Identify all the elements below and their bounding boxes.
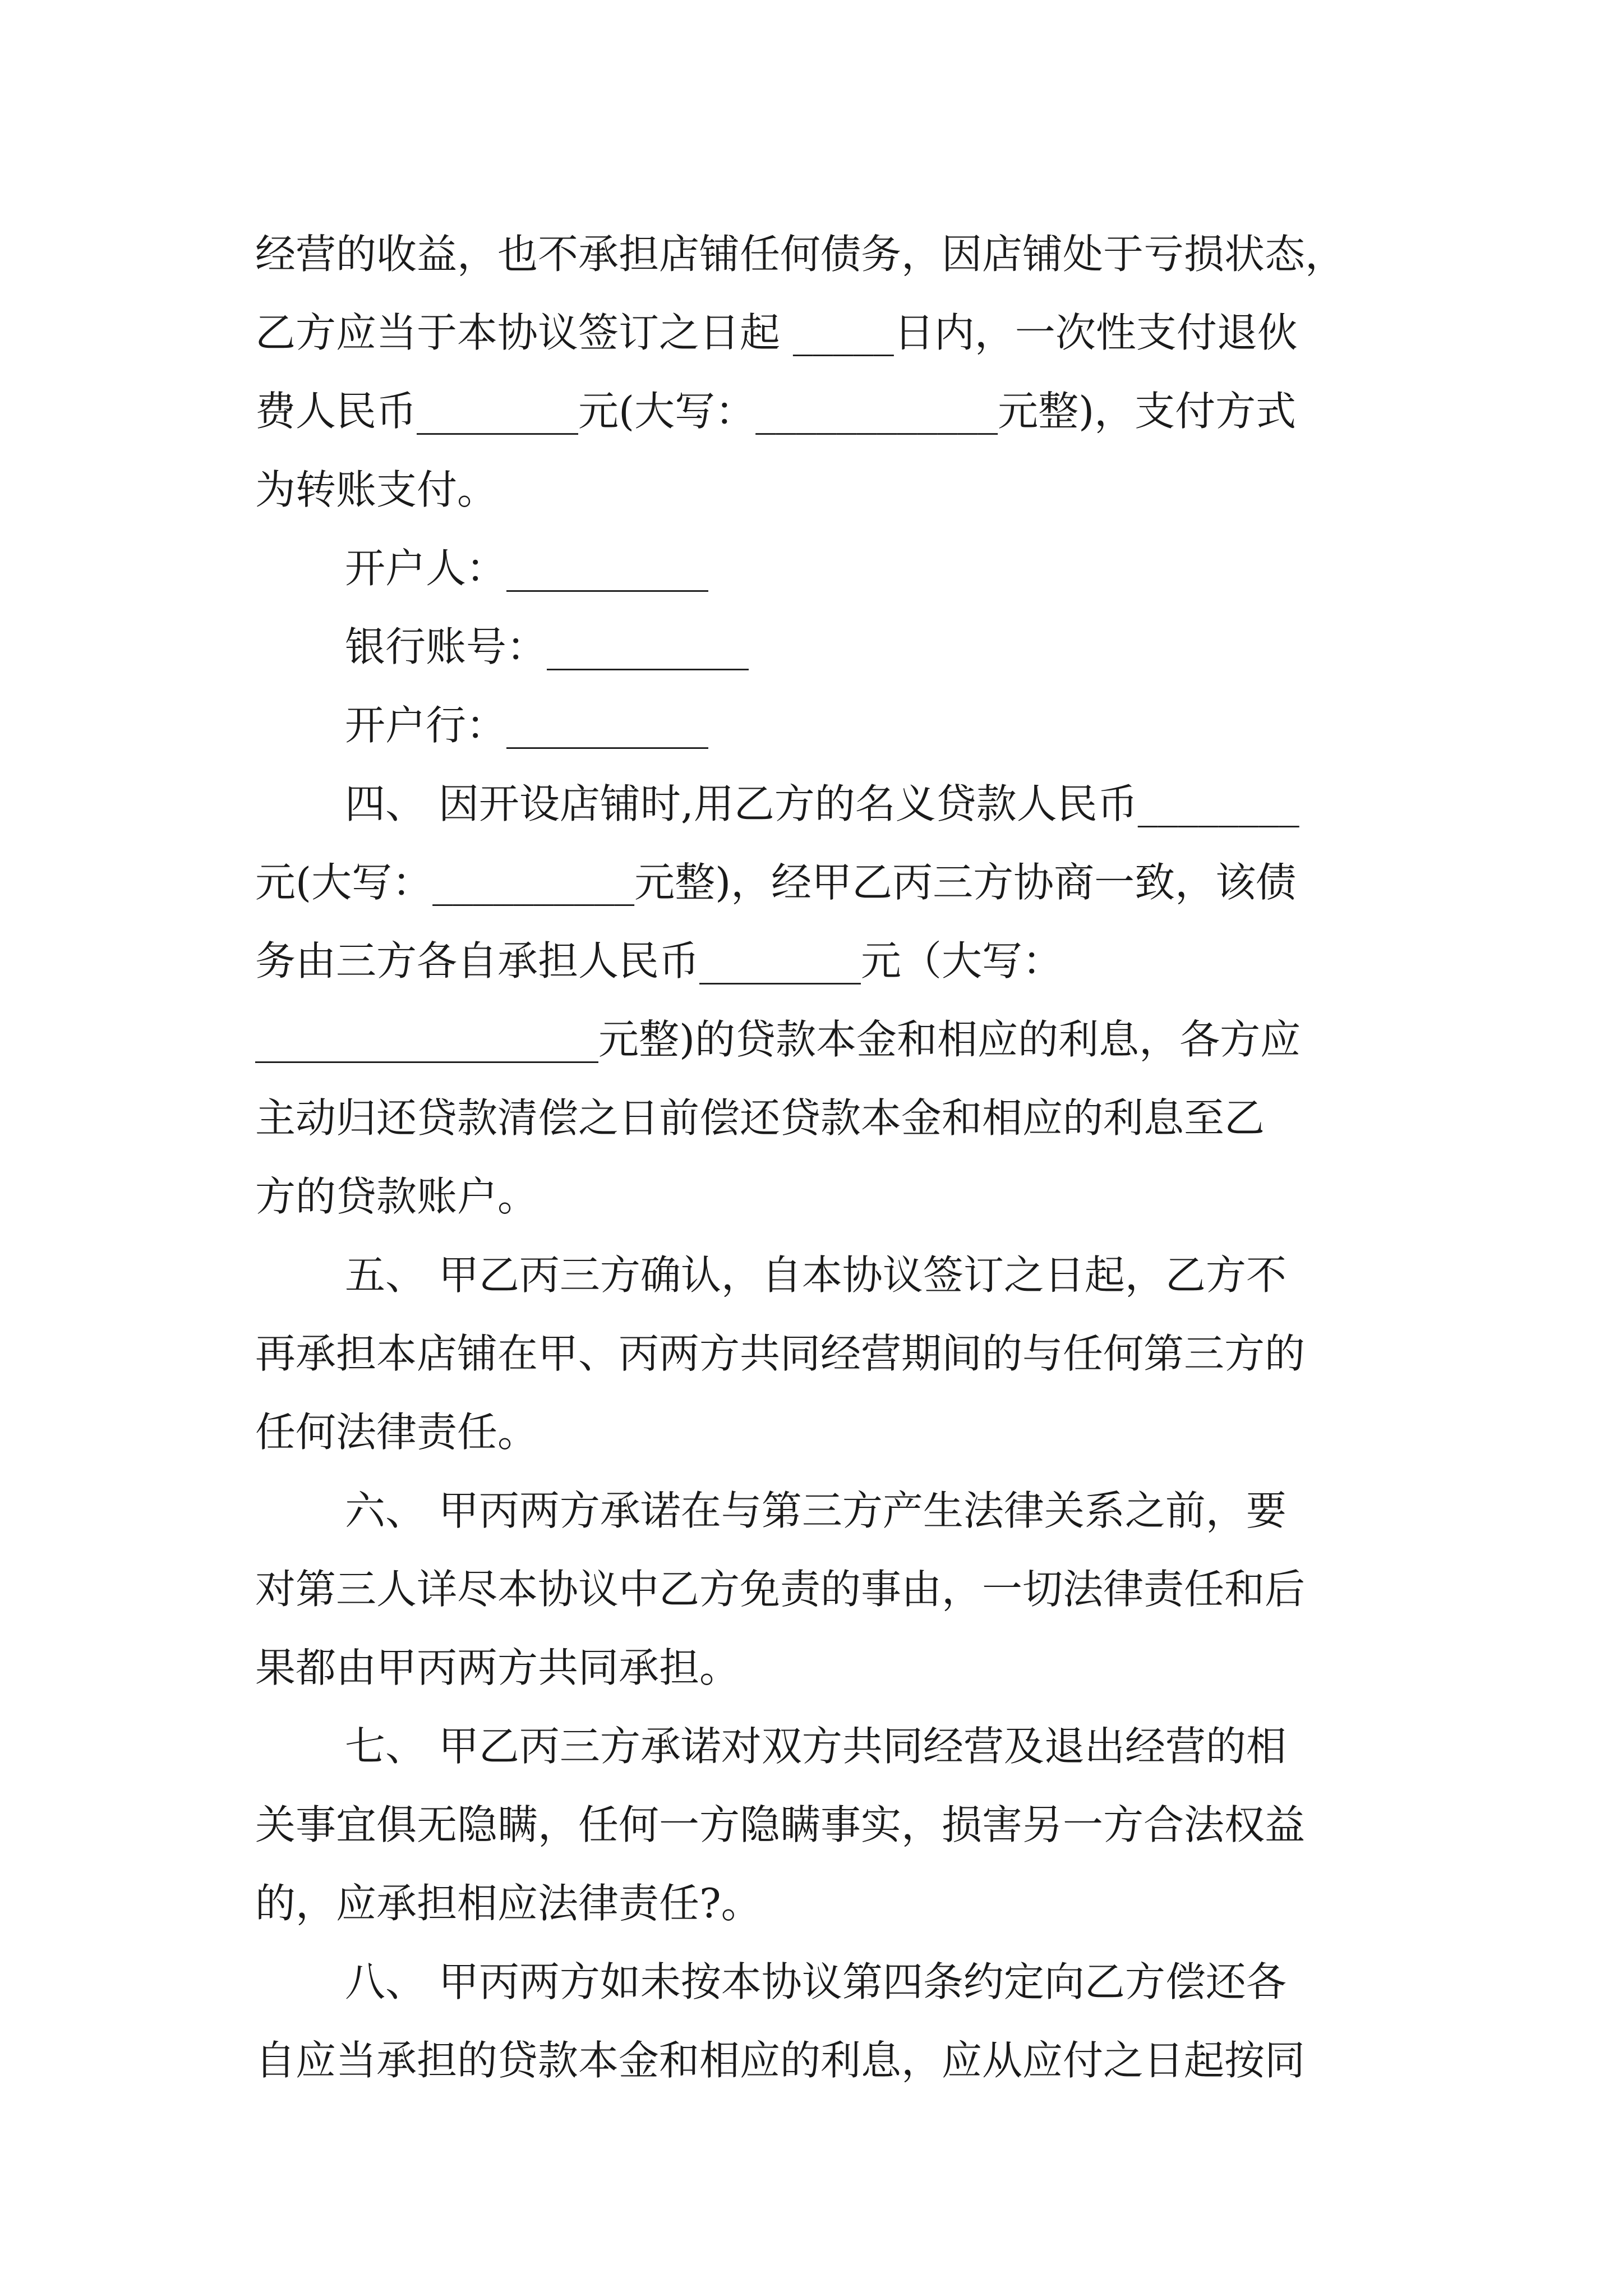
bank-account-line: 银行账号：__________ (345, 623, 749, 670)
text-line: 主动归还贷款清偿之日前偿还贷款本金和相应的利息至乙 (255, 1094, 1265, 1142)
text-line: _________________元整)的贷款本金和相应的利息，各方应 (255, 1016, 1301, 1063)
text-line: 务由三方各自承担人民币________元（大写： (255, 937, 1063, 984)
bank-branch-line: 开户行：__________ (345, 702, 709, 749)
text-line: 的，应承担相应法律责任?。 (255, 1880, 762, 1927)
clause-7-heading-line: 七、 甲乙丙三方承诺对双方共同经营及退出经营的相 (345, 1723, 1287, 1770)
clause-4-heading-line: 四、 因开设店铺时,用乙方的名义贷款人民币________ (345, 780, 1299, 827)
text-line: 任何法律责任。 (255, 1409, 538, 1456)
document-body (255, 215, 1394, 2100)
text-line: 乙方应当于本协议签订之日起 _____日内，一次性支付退伙 (255, 309, 1298, 356)
clause-8-heading-line: 八、 甲丙两方如未按本协议第四条约定向乙方偿还各 (345, 1958, 1287, 2005)
text-line: 自应当承担的贷款本金和相应的利息，应从应付之日起按同 (255, 2037, 1306, 2084)
clause-5-heading-line: 五、 甲乙丙三方确认，自本协议签订之日起，乙方不 (345, 1251, 1287, 1299)
text-line: 经营的收益，也不承担店铺任何债务，因店铺处于亏损状态， (255, 231, 1346, 278)
account-holder-line: 开户人：__________ (345, 545, 709, 592)
text-line: 为转账支付。 (255, 466, 498, 513)
text-line: 再承担本店铺在甲、丙两方共同经营期间的与任何第三方的 (255, 1330, 1306, 1377)
text-line: 元(大写：__________元整)，经甲乙丙三方协商一致，该债 (255, 859, 1297, 906)
text-line: 关事宜俱无隐瞒，任何一方隐瞒事实，损害另一方合法权益 (255, 1801, 1306, 1848)
text-line: 果都由甲丙两方共同承担。 (255, 1644, 740, 1691)
text-line: 对第三人详尽本协议中乙方免责的事由，一切法律责任和后 (255, 1566, 1306, 1613)
clause-6-heading-line: 六、 甲丙两方承诺在与第三方产生法律关系之前，要 (345, 1487, 1287, 1534)
text-line: 费人民币________元(大写：____________元整)，支付方式 (255, 388, 1297, 435)
text-line: 方的贷款账户。 (255, 1173, 538, 1220)
